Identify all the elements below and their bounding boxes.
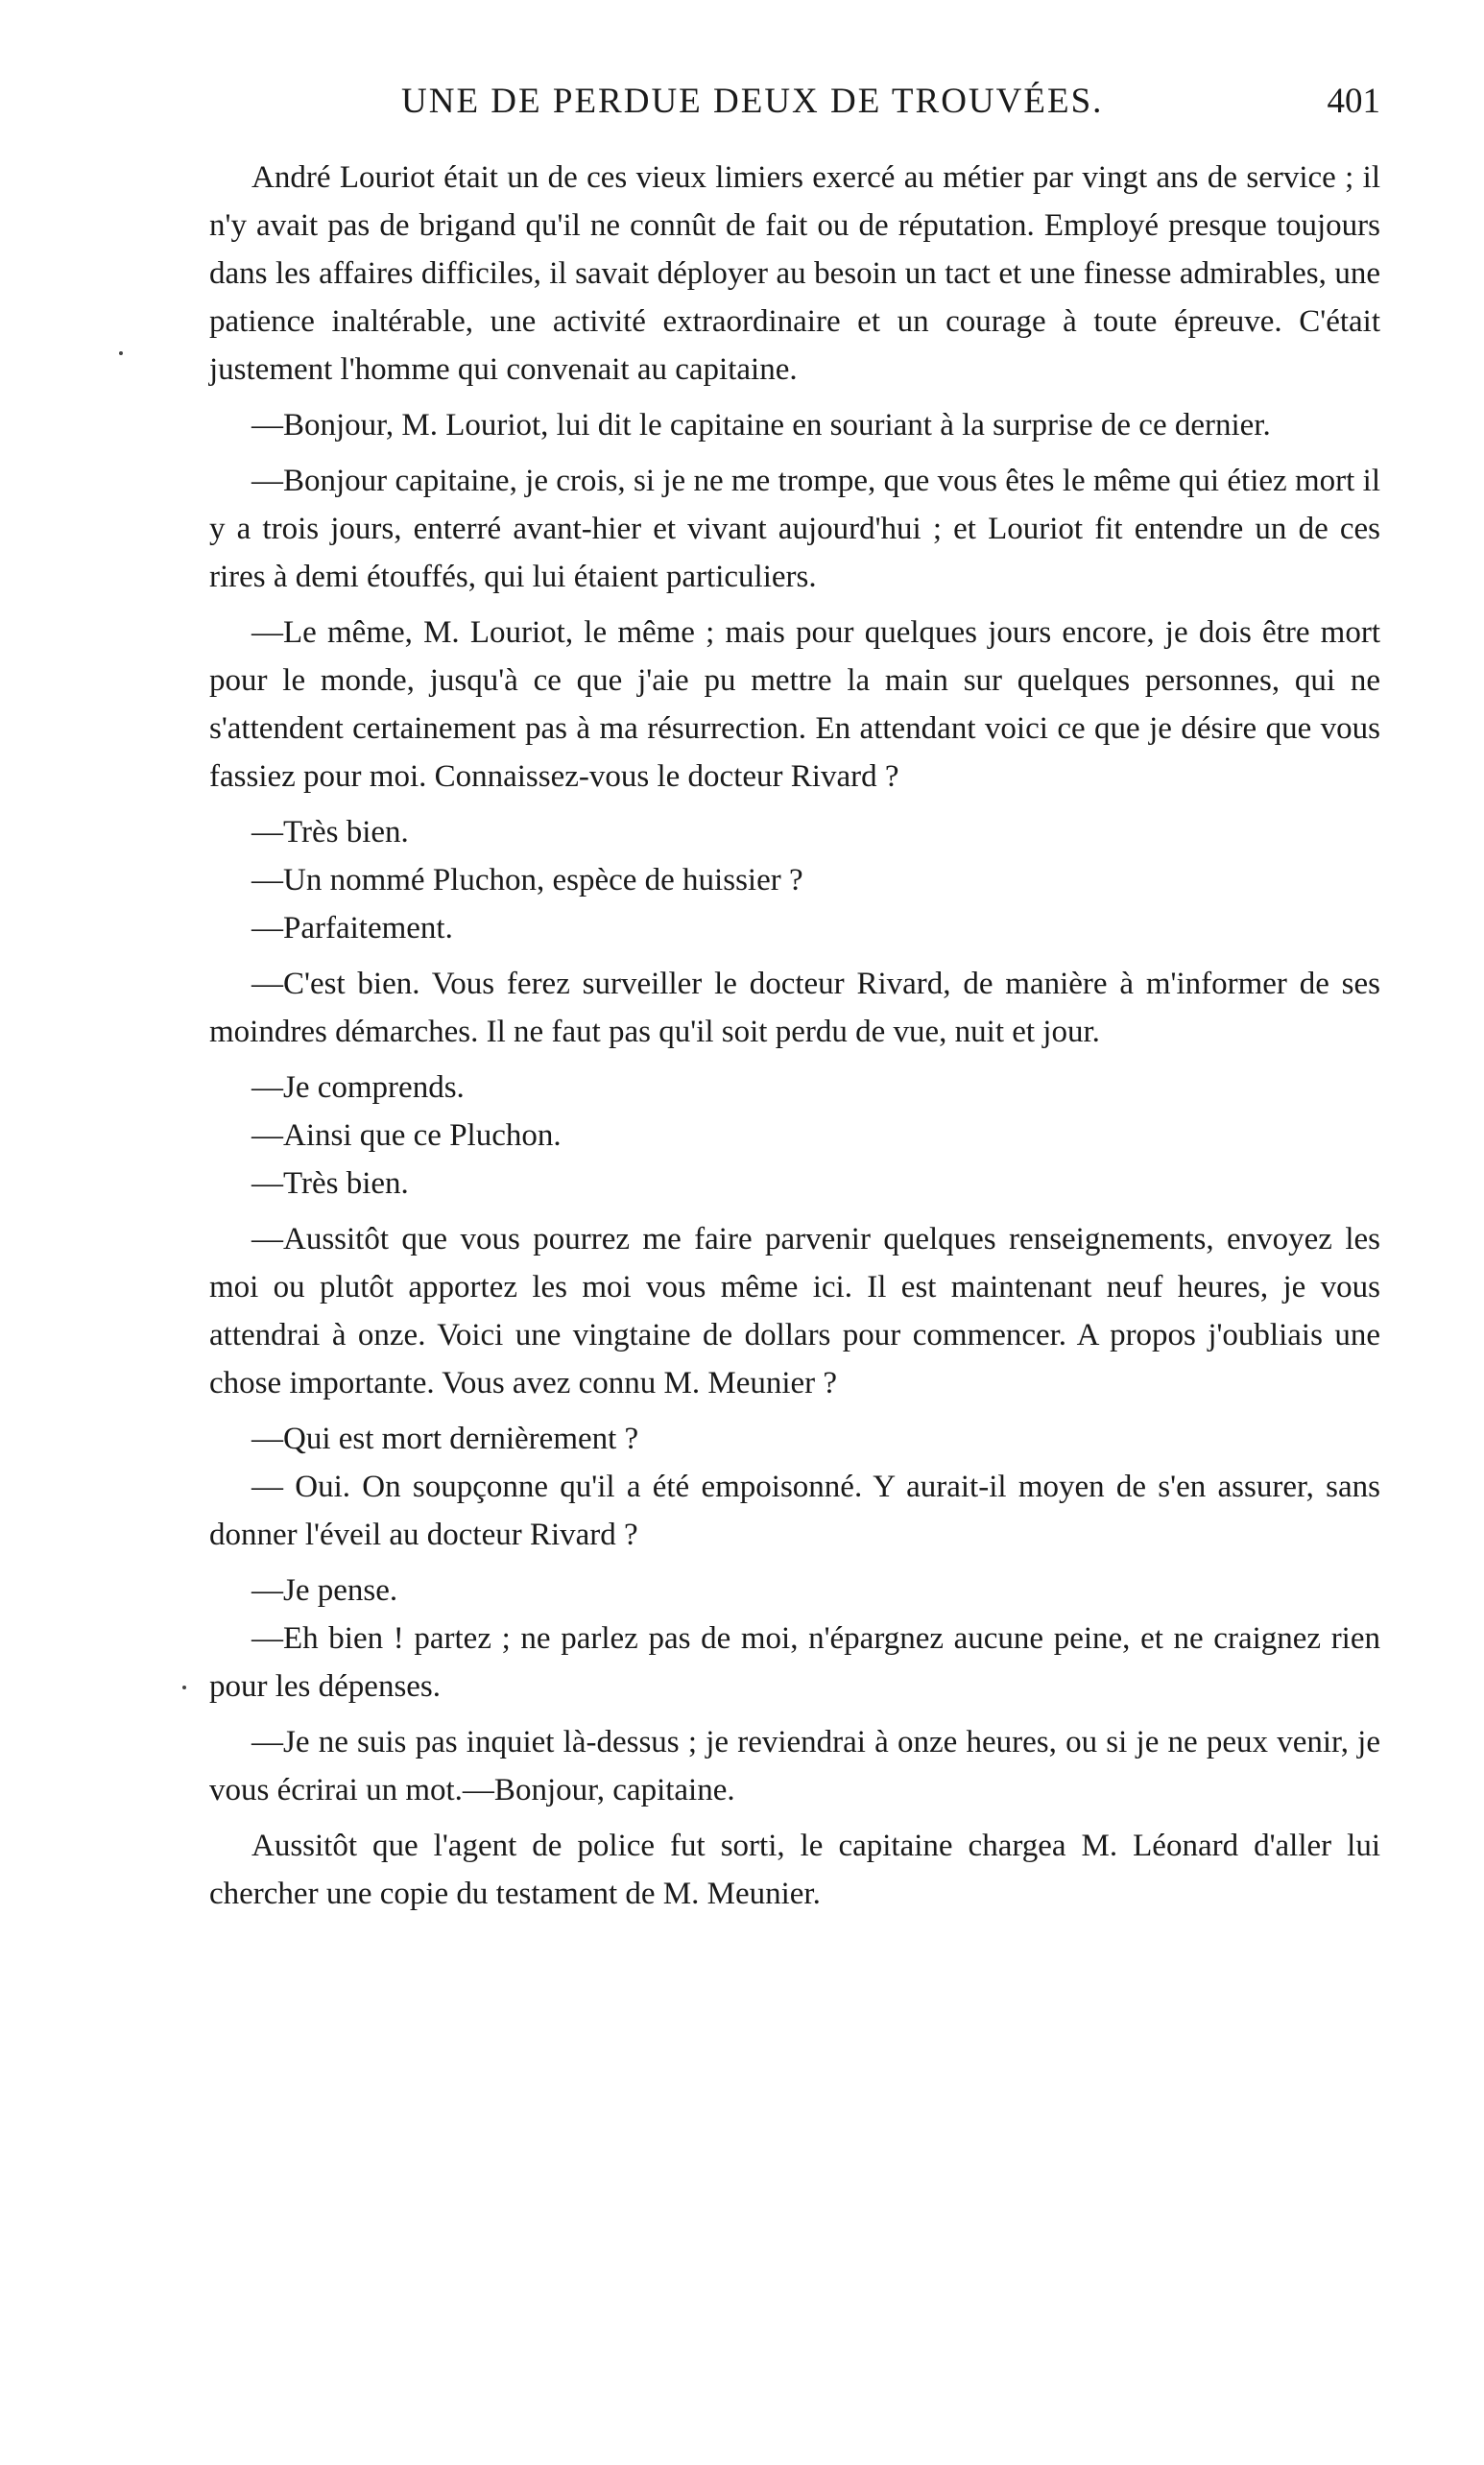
dialogue-line: — Oui. On soupçonne qu'il a été empoisonné. Y aurait-il moyen de s'en assurer, sans donner l'éveil au docteur Rivard ?: [209, 1470, 1380, 1552]
dialogue-line: —Très bien.: [251, 1166, 409, 1201]
dialogue-line: —Parfaitement.: [251, 911, 453, 945]
dialogue-line: —Je comprends.: [251, 1070, 465, 1105]
paragraph-intro: André Louriot était un de ces vieux limiers exercé au métier par vingt ans de service ; il n'y avait pas de brigand qu'il ne connût de fait ou de réputation. Employé presque toujours dans les affaires difficiles, il savait déployer au besoin un tact et une finesse admirables, une patience inaltérable, une activité extraordinaire et un courage à toute épreuve. C'était justement l'homme qui convenait au capitaine.: [209, 160, 1380, 387]
dialogue-line: —Bonjour, M. Louriot, lui dit le capitaine en souriant à la surprise de ce dernier.: [251, 408, 1271, 443]
dialogue-line: —Eh bien ! partez ; ne parlez pas de moi, n'épargnez aucune peine, et ne craignez rien pour les dépenses.: [209, 1621, 1380, 1704]
margin-speck: [182, 1686, 186, 1689]
page-number: 401: [1327, 82, 1380, 121]
dialogue-line: —Très bien.: [251, 815, 409, 850]
running-title: UNE DE PERDUE DEUX DE TROUVÉES.: [401, 82, 1104, 121]
dialogue-line: —Aussitôt que vous pourrez me faire parvenir quelques renseignements, envoyez les moi ou plutôt apportez les moi vous même ici. Il est maintenant neuf heures, je vous attendrai à onze. Voici une vingtaine de dollars pour commencer. A propos j'oubliais une chose importante. Vous avez connu M. Meunier ?: [209, 1222, 1380, 1400]
dialogue-line: —Ainsi que ce Pluchon.: [251, 1118, 562, 1153]
body-text: [209, 154, 1380, 1926]
paragraph-closing: Aussitôt que l'agent de police fut sorti, le capitaine chargea M. Léonard d'aller lui chercher une copie du testament de M. Meunier.: [209, 1829, 1380, 1911]
page-header: [209, 81, 1380, 132]
dialogue-line: —Le même, M. Louriot, le même ; mais pour quelques jours encore, je dois être mort pour le monde, jusqu'à ce que j'aie pu mettre la main sur quelques personnes, qui ne s'attendent certainement pas à ma résurrection. En attendant voici ce que je désire que vous fassiez pour moi. Connaissez-vous le docteur Rivard ?: [209, 615, 1380, 794]
dialogue-line: —Je pense.: [251, 1573, 398, 1608]
dialogue-line: —C'est bien. Vous ferez surveiller le docteur Rivard, de manière à m'informer de ses moindres démarches. Il ne faut pas qu'il soit perdu de vue, nuit et jour.: [209, 967, 1380, 1049]
dialogue-line: —Bonjour capitaine, je crois, si je ne me trompe, que vous êtes le même qui étiez mort il y a trois jours, enterré avant-hier et vivant aujourd'hui ; et Louriot fit entendre un de ces rires à demi étouffés, qui lui étaient particuliers.: [209, 464, 1380, 594]
dialogue-line: —Qui est mort dernièrement ?: [251, 1422, 639, 1456]
dialogue-line: —Je ne suis pas inquiet là-dessus ; je reviendrai à onze heures, ou si je ne peux venir, je vous écrirai un mot.—Bonjour, capitaine.: [209, 1725, 1380, 1807]
dialogue-line: —Un nommé Pluchon, espèce de huissier ?: [251, 863, 803, 897]
margin-speck: [119, 351, 123, 355]
